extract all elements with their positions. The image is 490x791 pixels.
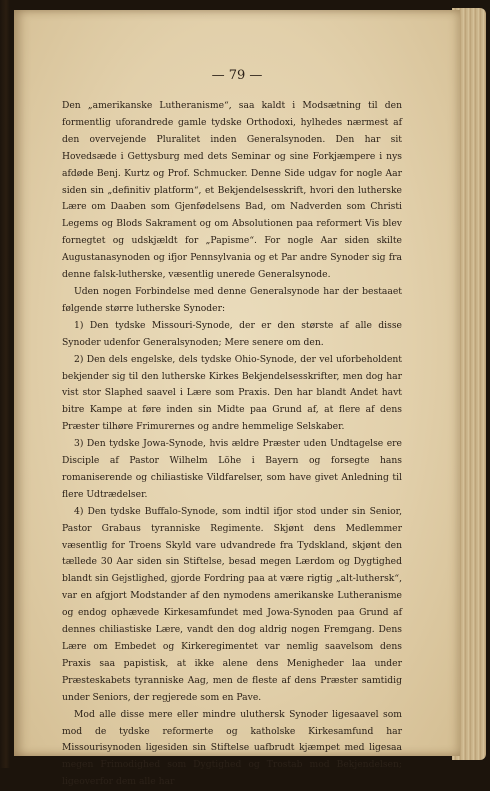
paragraph: Den „amerikanske Lutheranisme“, saa kaldt i Modsætning til den formentlig uforandrede gamle tydske Orthodoxi, hylhedes nærmest af den overvejende Pluralitet inden Generalsynoden. Den har sit Hovedsæde i Gettysburg med dets Seminar og sine Forkjæmpere i nys afdøde Benj. Kurtz og Prof. Schmucker. Denne Side udgav for nogle Aar siden sin „definitiv platform“, et Bekjendelsesskrift, hvori den lutherske Lære om Daaben som Gjenfødelsens Bad, om Nadverden som Christi Legems og Blods Sakrament og om Absolutionen paa reformert Vis blev fornegtet og udskjældt for „Papisme“. For nogle Aar siden skilte Augustanasynoden og ifjor Pennsylvania og et Par andre Synoder sig fra denne falsk-lutherske, væsentlig unerede Generalsynode.	[62, 100, 402, 281]
paragraph: 1) Den tydske Missouri-Synode, der er den største af alle disse Synoder udenfor Generalsynoden; Mere senere om den.	[62, 319, 402, 348]
body-text	[62, 98, 402, 791]
page-number: — 79 —	[211, 68, 263, 83]
paragraph: 2) Den dels engelske, dels tydske Ohio-Synode, der vel uforbeholdent bekjender sig til den lutherske Kirkes Bekjendelsesskrifter, men dog har vist stor Slaphed saavel i Lære som Praxis. Den har blandt Andet havt bitre Kampe at føre inden sin Midte paa Grund af, at flere af dens Præster tilhøre Frimurernes og andre hemmelige Selskaber.	[62, 353, 402, 433]
paragraph: Uden nogen Forbindelse med denne Generalsynode har der bestaaet følgende større lutherske Synoder:	[62, 285, 402, 314]
paragraph: Mod alle disse mere eller mindre uluthersk Synoder ligesaavel som mod de tydske reformerte og katholske Kirkesamfund har Missourisynoden ligesiden sin Stiftelse uafbrudt kjæmpet med ligesaa megen Frimodighed som Dygtighed og Trostab mod Bekjendelsen; ligeoverfor dem alle har	[62, 708, 402, 788]
paragraph: 3) Den tydske Jowa-Synode, hvis ældre Præster uden Undtagelse ere Disciple af Pastor Wilhelm Löhe i Bayern og forsegte hans romaniserende og chiliastiske Vildfarelser, som have givet Anledning til flere Udtrædelser.	[62, 438, 402, 500]
book-page	[14, 10, 460, 788]
paragraph: 4) Den tydske Buffalo-Synode, som indtil ifjor stod under sin Senior, Pastor Grabaus tyranniske Regimente. Skjønt dens Medlemmer væsentlig for Troens Skyld vare udvandrede fra Tydskland, skjønt den tællede 30 Aar siden sin Stiftelse, besad megen Lærdom og Dygtighed blandt sin Gejstlighed, gjorde Fordring paa at være rigtig „alt-luthersk“, var en afgjort Modstander af den nymodens amerikanske Lutheranisme og endog ophævede Kirkesamfundet med Jowa-Synoden paa Grund af dennes chiliastiske Lære, vandt den dog aldrig nogen Fremgang. Dens Lære om Embedet og Kirkeregimentet var nemlig saavelsom dens Praxis saa papistisk, at ikke alene dens Menigheder laa under Præsteskabets tyranniske Aag, men de fleste af dens Præster samtidig under Seniors, der regjerede som en Pave.	[62, 505, 402, 703]
